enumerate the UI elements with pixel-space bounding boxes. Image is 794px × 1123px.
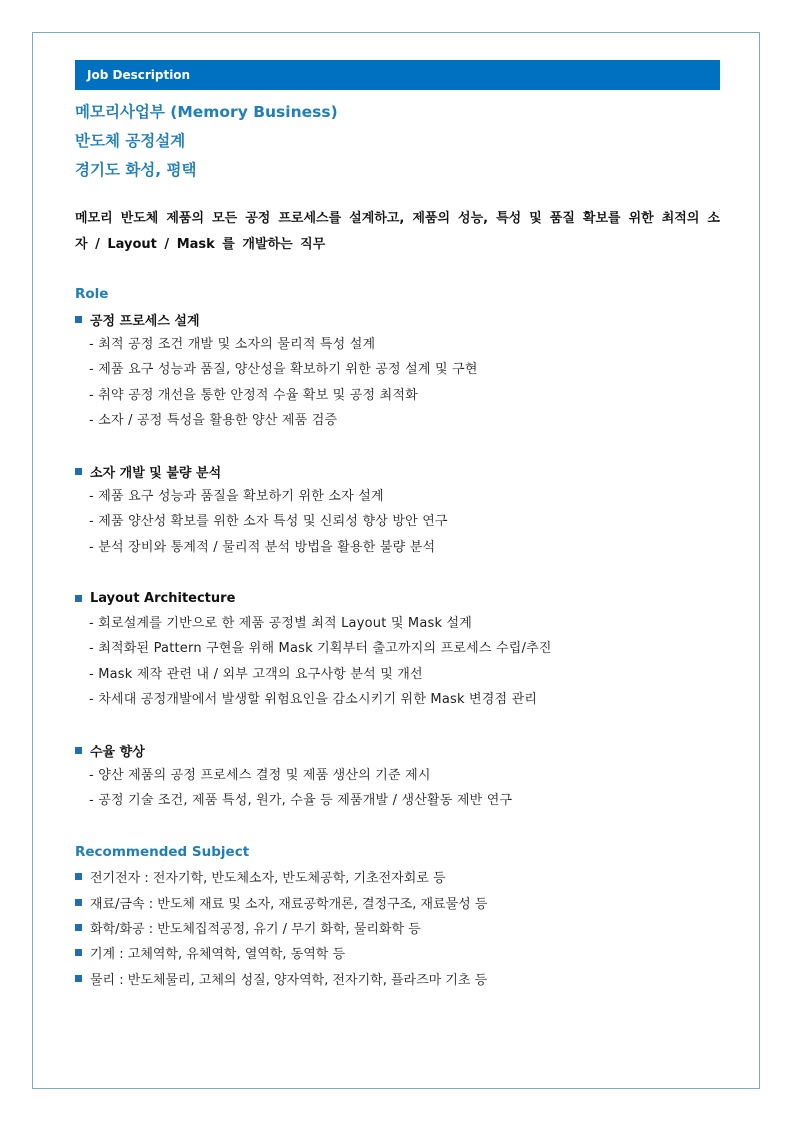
square-bullet-icon (75, 316, 82, 323)
list-item: - 취약 공정 개선을 통한 안정적 수율 확보 및 공정 최적화 (89, 387, 418, 403)
list-item: - 양산 제품의 공정 프로세스 결정 및 제품 생산의 기준 제시 (89, 768, 431, 783)
list-item: - 최적 공정 조건 개발 및 소자의 물리적 특성 설계 (89, 337, 376, 352)
square-bullet-icon (75, 747, 82, 754)
list-item: - 차세대 공정개발에서 발생할 위험요인을 감소시키기 위한 Mask 변경점 관리 (89, 692, 538, 708)
square-bullet-icon (75, 975, 82, 982)
role-section-title: Role (75, 286, 109, 302)
role-group-process-design (75, 307, 478, 434)
square-bullet-icon (75, 468, 82, 475)
role-group-heading (75, 307, 478, 332)
intro-lines (75, 98, 338, 185)
list-item (75, 915, 487, 940)
role-group-heading-text: Layout Architecture (90, 591, 236, 606)
list-item: - 제품 요구 성능과 품질, 양산성을 확보하기 위한 공정 설계 및 구현 (89, 362, 478, 378)
work-location: 경기도 화성, 평택 (75, 161, 197, 179)
role-group-heading (75, 586, 552, 611)
list-item: - 제품 요구 성능과 품질을 확보하기 위한 소자 설계 (89, 489, 384, 504)
list-item (75, 864, 487, 889)
header-title: Job Description (87, 68, 191, 82)
square-bullet-icon (75, 949, 82, 956)
subject-text: 화학/화공 : 반도체집적공정, 유기 / 무기 화학, 물리화학 등 (90, 921, 421, 937)
square-bullet-icon (75, 873, 82, 880)
business-unit: 메모리사업부 (Memory Business) (75, 103, 338, 121)
recommended-subject-title: Recommended Subject (75, 844, 250, 860)
list-item: - Mask 제작 관련 내 / 외부 고객의 요구사항 분석 및 개선 (89, 666, 423, 682)
list-item (75, 889, 487, 914)
job-description-header (75, 60, 720, 90)
list-item (75, 940, 487, 965)
list-item: - 제품 양산성 확보를 위한 소자 특성 및 신뢰성 향상 방안 연구 (89, 514, 448, 530)
subject-text: 물리 : 반도체물리, 고체의 성질, 양자역학, 전자기학, 플라즈마 기초 등 (90, 972, 488, 988)
role-group-heading-text: 소자 개발 및 불량 분석 (90, 466, 222, 481)
role-group-layout-architecture (75, 586, 552, 713)
role-group-yield-improvement (75, 738, 512, 814)
job-summary: 메모리 반도체 제품의 모든 공정 프로세스를 설계하고, 제품의 성능, 특성 및 품질 확보를 위한 최적의 소자 / Layout / Mask 를 개발하는 직무 (75, 211, 720, 252)
list-item: - 회로설계를 기반으로 한 제품 공정별 최적 Layout 및 Mask 설계 (89, 616, 473, 631)
recommended-subject-list (75, 864, 487, 991)
role-group-device-development (75, 459, 448, 560)
role-group-heading-text: 수율 향상 (90, 745, 145, 760)
square-bullet-icon (75, 924, 82, 931)
role-group-heading (75, 738, 512, 763)
role-group-heading-text: 공정 프로세스 설계 (90, 314, 200, 329)
subject-text: 기계 : 고체역학, 유체역학, 열역학, 동역학 등 (90, 947, 346, 963)
job-title: 반도체 공정설계 (75, 132, 186, 150)
list-item: - 분석 장비와 통계적 / 물리적 분석 방법을 활용한 불량 분석 (89, 539, 436, 555)
square-bullet-icon (75, 595, 82, 602)
subject-text: 재료/금속 : 반도체 재료 및 소자, 재료공학개론, 결정구조, 재료물성 등 (90, 896, 488, 912)
list-item: - 공정 기술 조건, 제품 특성, 원가, 수율 등 제품개발 / 생산활동 제반 연구 (89, 793, 513, 809)
list-item: - 최적화된 Pattern 구현을 위해 Mask 기획부터 출고까지의 프로세스 수립/추진 (89, 641, 552, 657)
list-item (75, 966, 487, 991)
subject-text: 전기전자 : 전자기학, 반도체소자, 반도체공학, 기초전자회로 등 (90, 871, 446, 887)
role-group-heading (75, 459, 448, 484)
list-item: - 소자 / 공정 특성을 활용한 양산 제품 검증 (89, 413, 338, 429)
square-bullet-icon (75, 899, 82, 906)
